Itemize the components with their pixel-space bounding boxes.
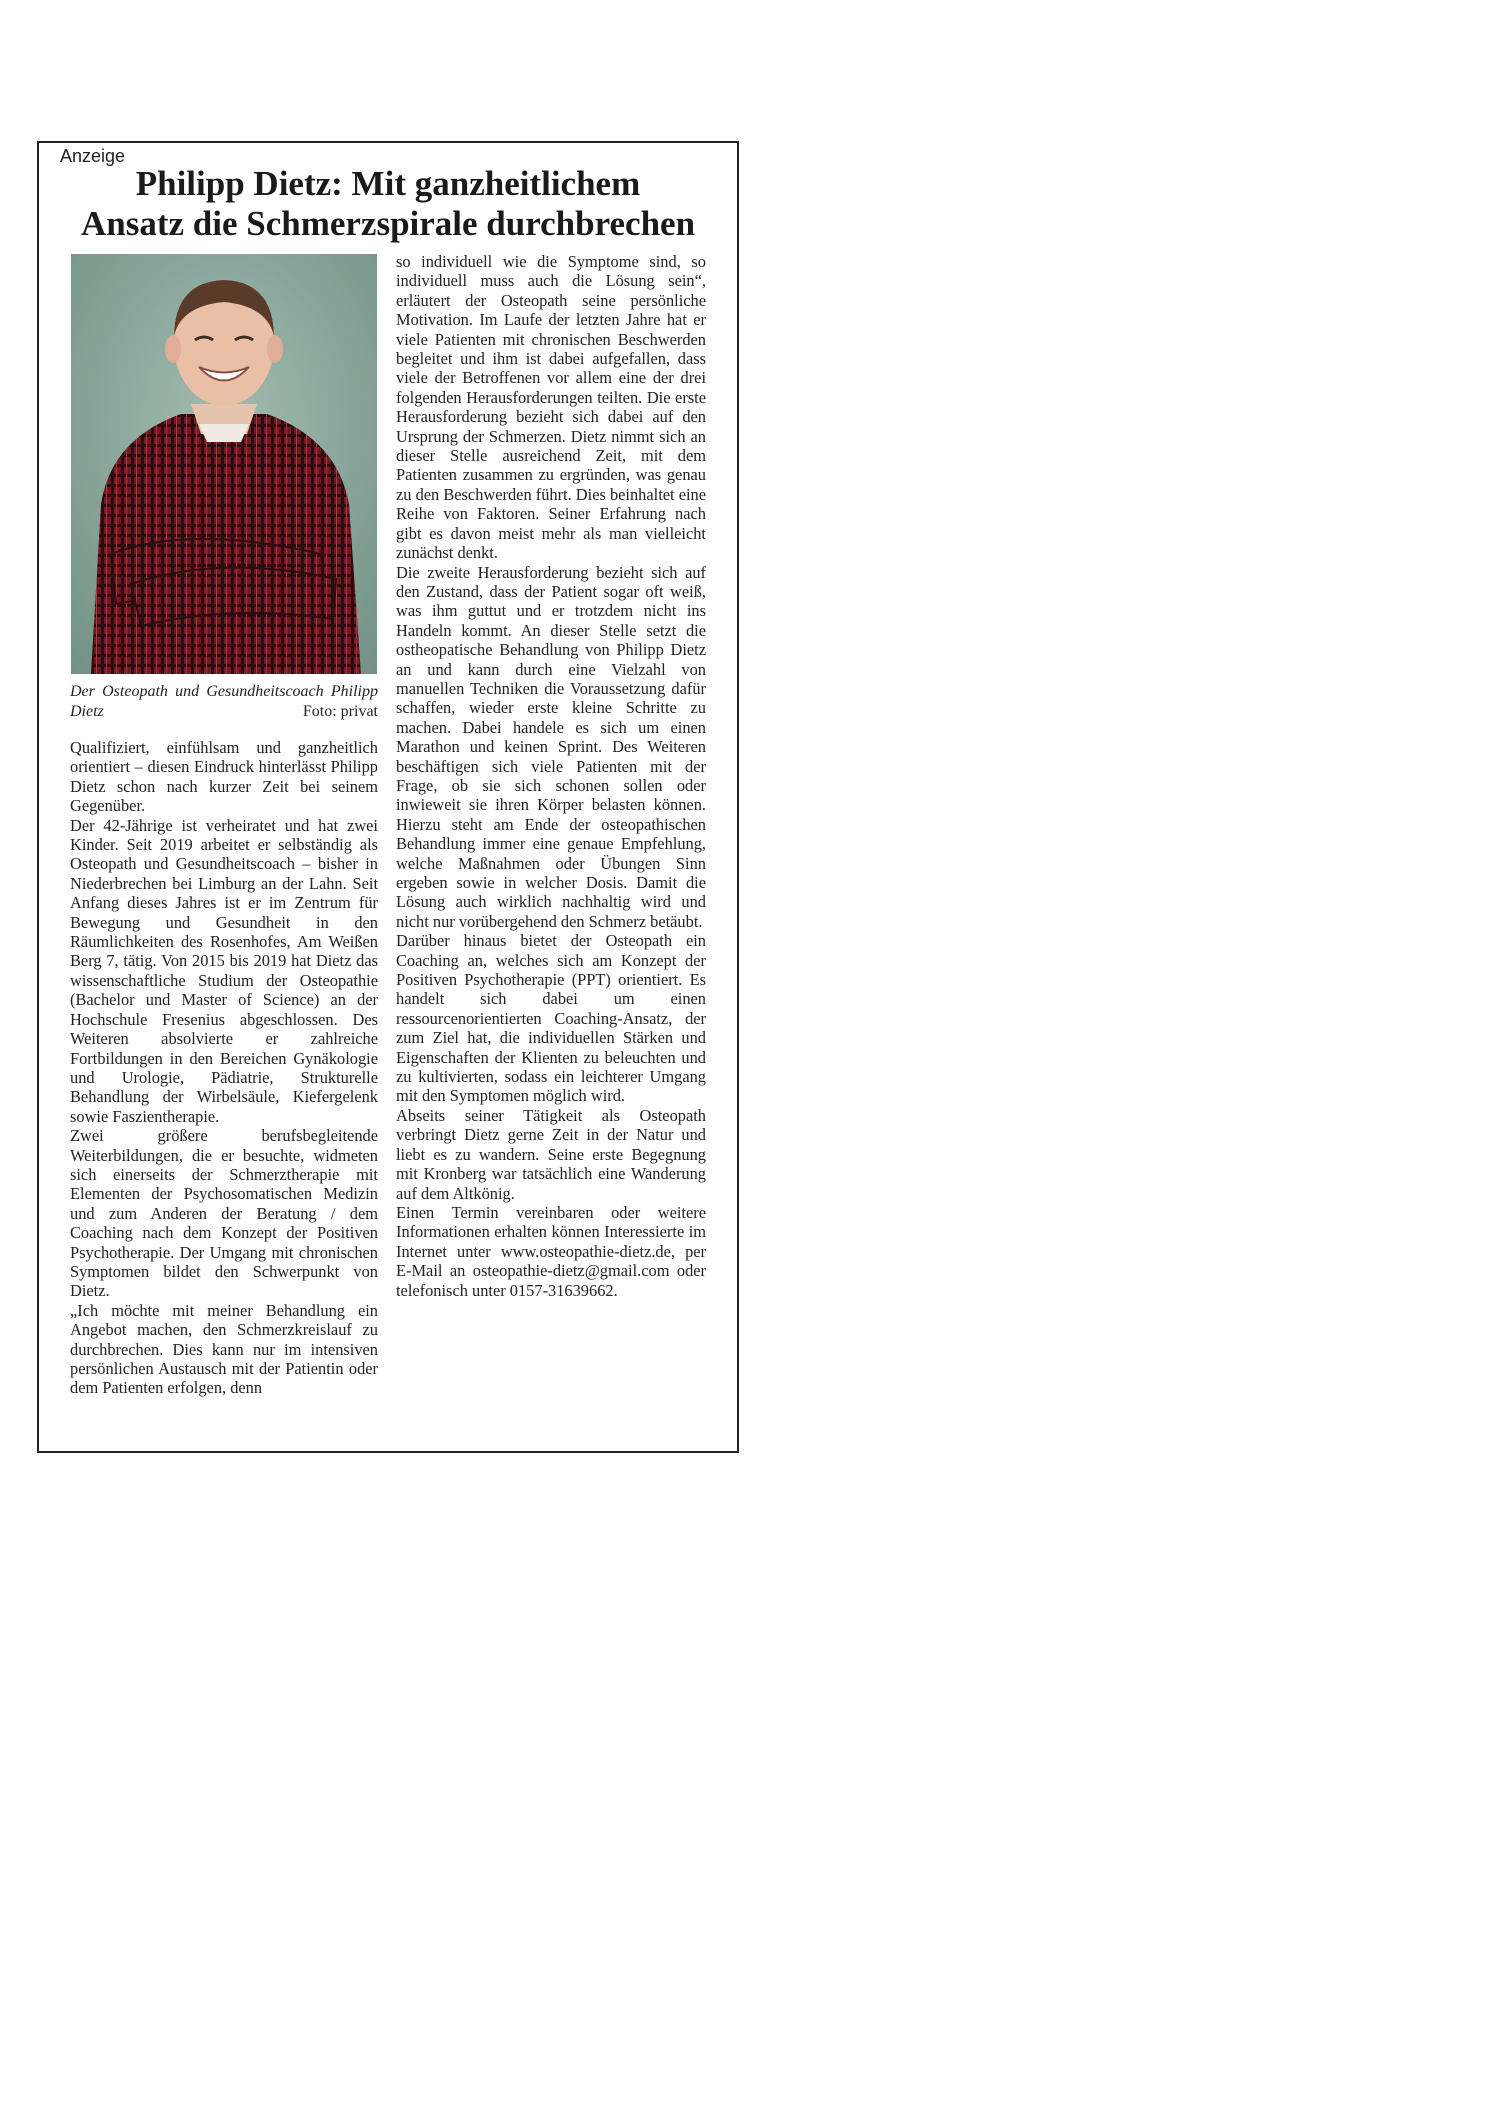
photo-caption bbox=[70, 682, 378, 722]
photo-credit: Foto: privat bbox=[302, 703, 378, 720]
article-column-left bbox=[70, 738, 378, 1398]
paragraph: Abseits seiner Tätigkeit als Osteopath verbringt Dietz gerne Zeit in der Natur und liebt es zu wandern. Seine erste Begegnung mit Kronberg war tatsächlich eine Wanderung auf dem Altkönig. bbox=[396, 1105, 706, 1203]
headline-line-2: Ansatz die Schmerzspirale durchbrechen bbox=[80, 204, 696, 243]
paragraph: so individuell wie die Symptome sind, so individuell muss auch die Lösung sein“, erläutert der Osteopath seine persönliche Motivation. Im Laufe der letzten Jahre hat er viele Patienten mit chronischen Beschwerden begleitet und ihm ist dabei aufgefallen, dass viele der Betroffenen vor allem eine der drei folgenden Herausforderungen teilten. Die erste Herausforderung bezieht sich dabei auf den Ursprung der Schmerzen. Dietz nimmt sich an dieser Stelle ausreichend Zeit, mit dem Patienten zusammen zu ergründen, was genau zu den Beschwerden führt. Dies beinhaltet eine Reihe von Faktoren. Seiner Erfahrung nach gibt es davon meist mehr als man vielleicht zunächst denkt. bbox=[396, 252, 706, 563]
paragraph: Darüber hinaus bietet der Osteopath ein Coaching an, welches sich am Konzept der Positiven Psychotherapie (PPT) orientiert. Es handelt sich dabei um einen ressourcenorientierten Coaching-Ansatz, der zum Ziel hat, die individuellen Stärken und Eigenschaften der Klienten zu beleuchten und zu kultivierten, sodass ein leichterer Umgang mit den Symptomen möglich wird. bbox=[396, 931, 706, 1106]
caption-text: Der Osteopath und Gesundheitscoach Philipp Dietz bbox=[70, 683, 378, 720]
portrait-photo bbox=[71, 254, 377, 674]
paragraph: „Ich möchte mit meiner Behandlung ein Angebot machen, den Schmerzkreislauf zu durchbrechen. Dies kann nur im intensiven persönlichen Austausch mit der Patientin oder dem Patienten erfolgen, denn bbox=[70, 1300, 378, 1398]
paragraph: Die zweite Herausforderung bezieht sich auf den Zustand, dass der Patient sogar oft weiß, was ihm guttut und er trotzdem nicht ins Handeln kommt. An dieser Stelle setzt die ostheopatische Behandlung von Philipp Dietz an und kann durch eine Vielzahl von manuellen Techniken die Voraussetzung dafür schaffen, wieder erste kleine Schritte zu machen. Dabei handele es sich um einen Marathon und keinen Sprint. Des Weiteren beschäftigen sich viele Patienten mit der Frage, ob sie sich schonen sollen oder inwieweit sie ihren Körper belasten können. Hierzu steht am Ende der osteopathischen Behandlung immer eine genaue Empfehlung, welche Maßnahmen oder Übungen Sinn ergeben sowie in welcher Dosis. Damit die Lösung auch wirklich nachhaltig wird und nicht nur vorübergehend den Schmerz betäubt. bbox=[396, 562, 706, 931]
article-column-right bbox=[396, 252, 706, 1300]
paragraph: Einen Termin vereinbaren oder weitere Informationen erhalten können Interessierte im Internet unter www.osteopathie-dietz.de, per E-Mail an osteopathie-dietz@gmail.com oder telefonisch unter 0157-31639662. bbox=[396, 1202, 706, 1300]
headline-line-1: Philipp Dietz: Mit ganzheitlichem bbox=[135, 164, 641, 203]
headline bbox=[40, 164, 736, 244]
paragraph: Zwei größere berufsbegleitende Weiterbildungen, die er besuchte, widmeten sich einerseits der Schmerztherapie mit Elementen der Psychosomatischen Medizin und zum Anderen der Beratung / dem Coaching nach dem Konzept der Positiven Psychotherapie. Der Umgang mit chronischen Symptomen bildet den Schwerpunkt von Dietz. bbox=[70, 1126, 378, 1301]
ad-label: Anzeige bbox=[60, 146, 126, 166]
paragraph: Der 42-Jährige ist verheiratet und hat zwei Kinder. Seit 2019 arbeitet er selbständig als Osteopath und Gesundheitscoach – bisher in Niederbrechen bei Limburg an der Lahn. Seit Anfang dieses Jahres ist er im Zentrum für Bewegung und Gesundheit in den Räumlichkeiten des Rosenhofes, Am Weißen Berg 7, tätig. Von 2015 bis 2019 hat Dietz das wissenschaftliche Studium der Osteopathie (Bachelor und Master of Science) an der Hochschule Fresenius abgeschlossen. Des Weiteren absolvierte er zahlreiche Fortbildungen in den Bereichen Gynäkologie und Urologie, Pädiatrie, Strukturelle Behandlung der Wirbelsäule, Kiefergelenk sowie Faszientherapie. bbox=[70, 815, 378, 1126]
paragraph: Qualifiziert, einfühlsam und ganzheitlich orientiert – diesen Eindruck hinterlässt Philipp Dietz schon nach kurzer Zeit bei seinem Gegenüber. bbox=[70, 738, 378, 816]
